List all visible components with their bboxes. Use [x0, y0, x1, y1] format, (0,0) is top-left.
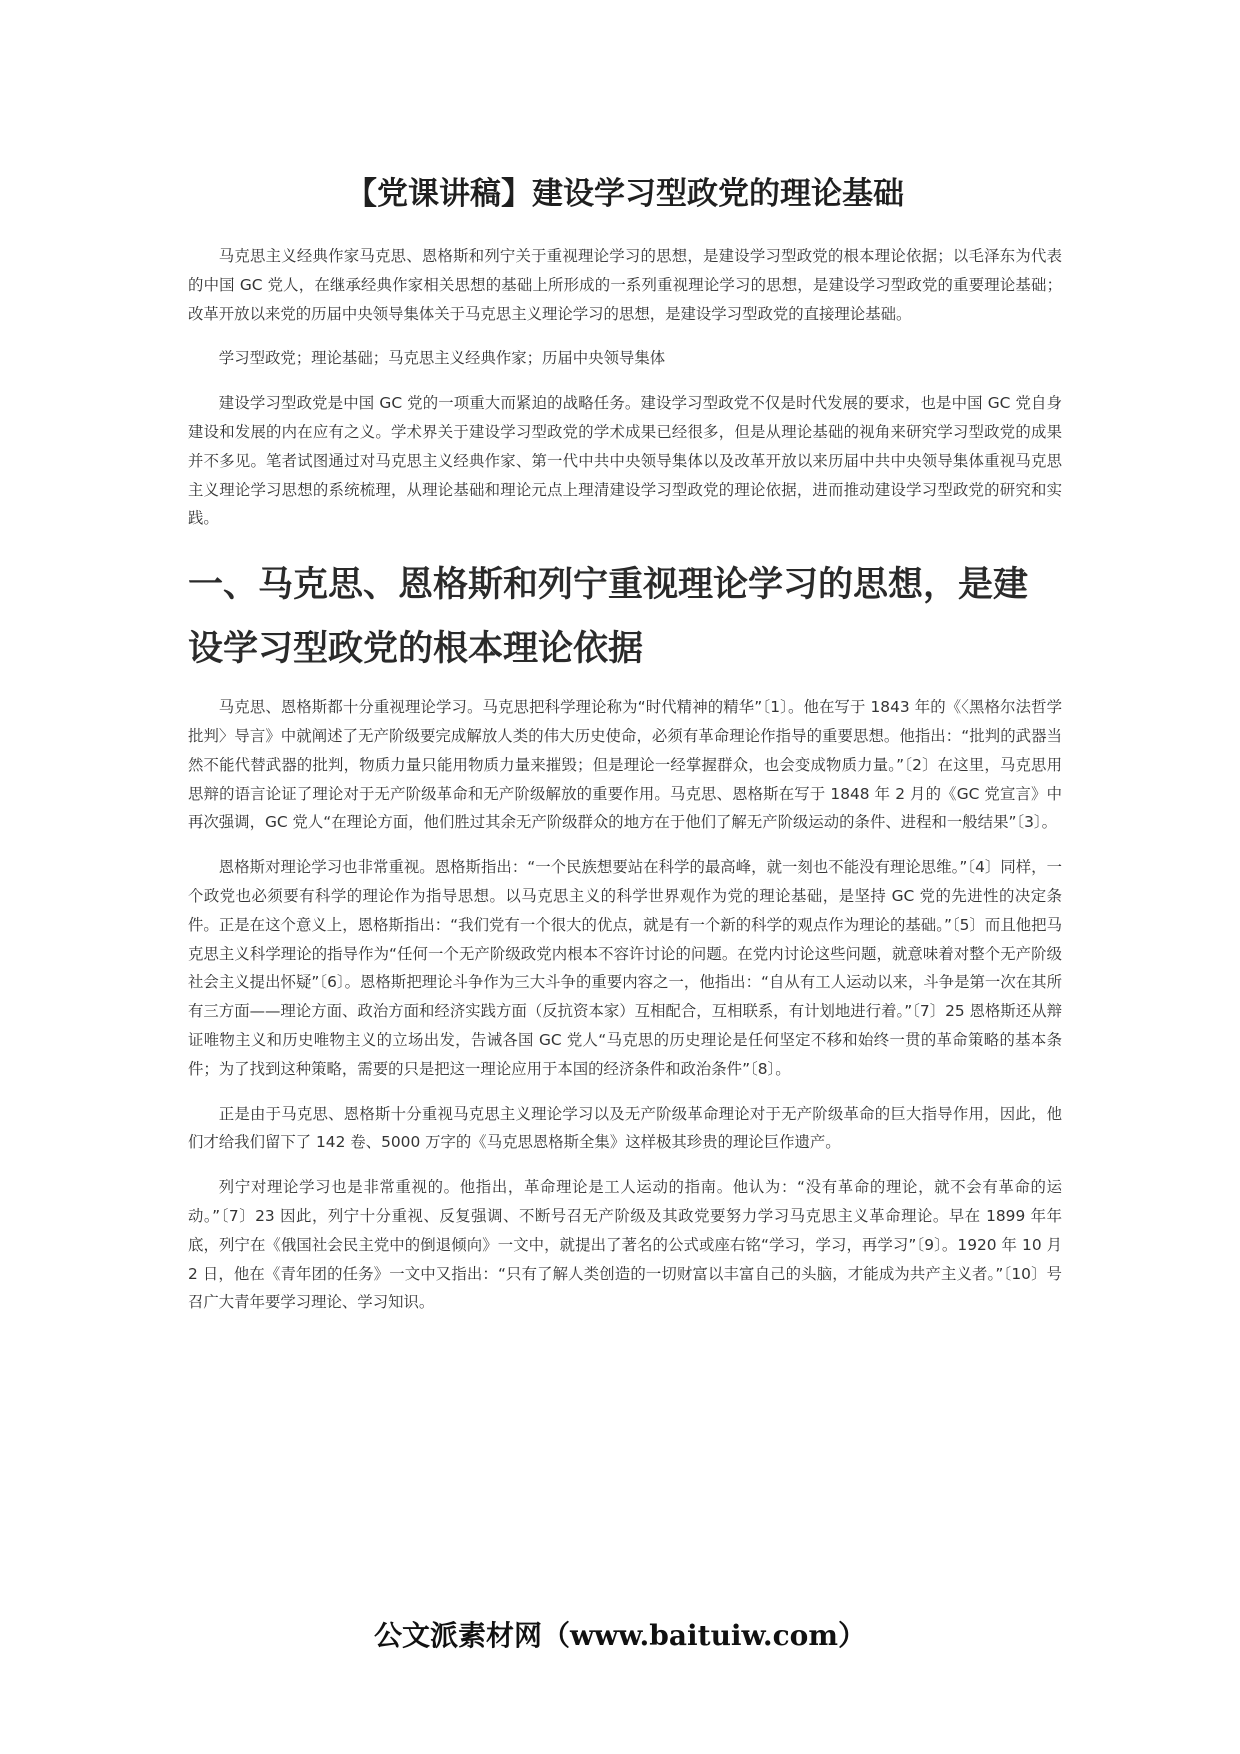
document-page: [188, 172, 1062, 1333]
abstract-paragraph: 马克思主义经典作家马克思、恩格斯和列宁关于重视理论学习的思想，是建设学习型政党的根本理论依据；以毛泽东为代表的中国 GC 党人，在继承经典作家相关思想的基础上所形成的一系列重视理论学习的思想，是建设学习型政党的重要理论基础；改革开放以来党的历届中央领导集体关于马克思主义理论学习的思想，是建设学习型政党的直接理论基础。: [188, 247, 1062, 323]
footer-watermark: 公文派素材网（www.baituiw.com）: [374, 1619, 866, 1652]
body-paragraph: 正是由于马克思、恩格斯十分重视马克思主义理论学习以及无产阶级革命理论对于无产阶级革命的巨大指导作用，因此，他们才给我们留下了 142 卷、5000 万字的《马克思恩格斯全集》这样极其珍贵的理论巨作遗产。: [188, 1104, 1062, 1152]
section-heading: 一、马克思、恩格斯和列宁重视理论学习的思想，是建设学习型政党的根本理论依据: [188, 564, 1029, 670]
document-title: 【党课讲稿】建设学习型政党的理论基础: [346, 176, 904, 212]
body-paragraph: 恩格斯对理论学习也非常重视。恩格斯指出：“一个民族想要站在科学的最高峰，就一刻也不能没有理论思维。”〔4〕同样，一个政党也必须要有科学的理论作为指导思想。以马克思主义的科学世界观作为党的理论基础，是坚持 GC 党的先进性的决定条件。正是在这个意义上，恩格斯指出：“我们党有一个很大的优点，就是有一个新的科学的观点作为理论的基础。”〔5〕而且他把马克思主义科学理论的指导作为“任何一个无产阶级政党内根本不容许讨论的问题。在党内讨论这些问题，就意味着对整个无产阶级社会主义提出怀疑”〔6〕。恩格斯把理论斗争作为三大斗争的重要内容之一，他指出：“自从有工人运动以来，斗争是第一次在其所有三方面——理论方面、政治方面和经济实践方面（反抗资本家）互相配合，互相联系，有计划地进行着。”〔7〕25 恩格斯还从辩证唯物主义和历史唯物主义的立场出发，告诫各国 GC 党人“马克思的历史理论是任何坚定不移和始终一贯的革命策略的基本条件；为了找到这种策略，需要的只是把这一理论应用于本国的经济条件和政治条件”〔8〕。: [188, 858, 1062, 1078]
body-paragraph: 列宁对理论学习也是非常重视的。他指出，革命理论是工人运动的指南。他认为：“没有革命的理论，就不会有革命的运动。”〔7〕23 因此，列宁十分重视、反复强调、不断号召无产阶级及其政党要努力学习马克思主义革命理论。早在 1899 年年底，列宁在《俄国社会民主党中的倒退倾向》一文中，就提出了著名的公式或座右铭“学习，学习，再学习”〔9〕。1920 年 10 月 2 日，他在《青年团的任务》一文中又指出：“只有了解人类创造的一切财富以丰富自己的头脑，才能成为共产主义者。”〔10〕号召广大青年要学习理论、学习知识。: [188, 1178, 1062, 1312]
intro-paragraph: 建设学习型政党是中国 GC 党的一项重大而紧迫的战略任务。建设学习型政党不仅是时代发展的要求，也是中国 GC 党自身建设和发展的内在应有之义。学术界关于建设学习型政党的学术成果已经很多，但是从理论基础的视角来研究学习型政党的成果并不多见。笔者试图通过对马克思主义经典作家、第一代中共中央领导集体以及改革开放以来历届中共中央领导集体重视马克思主义理论学习思想的系统梳理，从理论基础和理论元点上理清建设学习型政党的理论依据，进而推动建设学习型政党的研究和实践。: [188, 394, 1062, 528]
keywords-line: 学习型政党；理论基础；马克思主义经典作家；历届中央领导集体: [218, 349, 666, 368]
body-paragraph: 马克思、恩格斯都十分重视理论学习。马克思把科学理论称为“时代精神的精华”〔1〕。他在写于 1843 年的《〈黑格尔法哲学批判〉导言》中就阐述了无产阶级要完成解放人类的伟大历史使命，必须有革命理论作指导的重要思想。他指出：“批判的武器当然不能代替武器的批判，物质力量只能用物质力量来摧毁；但是理论一经掌握群众，也会变成物质力量。”〔2〕在这里，马克思用思辩的语言论证了理论对于无产阶级革命和无产阶级解放的重要作用。马克思、恩格斯在写于 1848 年 2 月的《GC 党宣言》中再次强调，GC 党人“在理论方面，他们胜过其余无产阶级群众的地方在于他们了解无产阶级运动的条件、进程和一般结果”〔3〕。: [188, 698, 1062, 832]
